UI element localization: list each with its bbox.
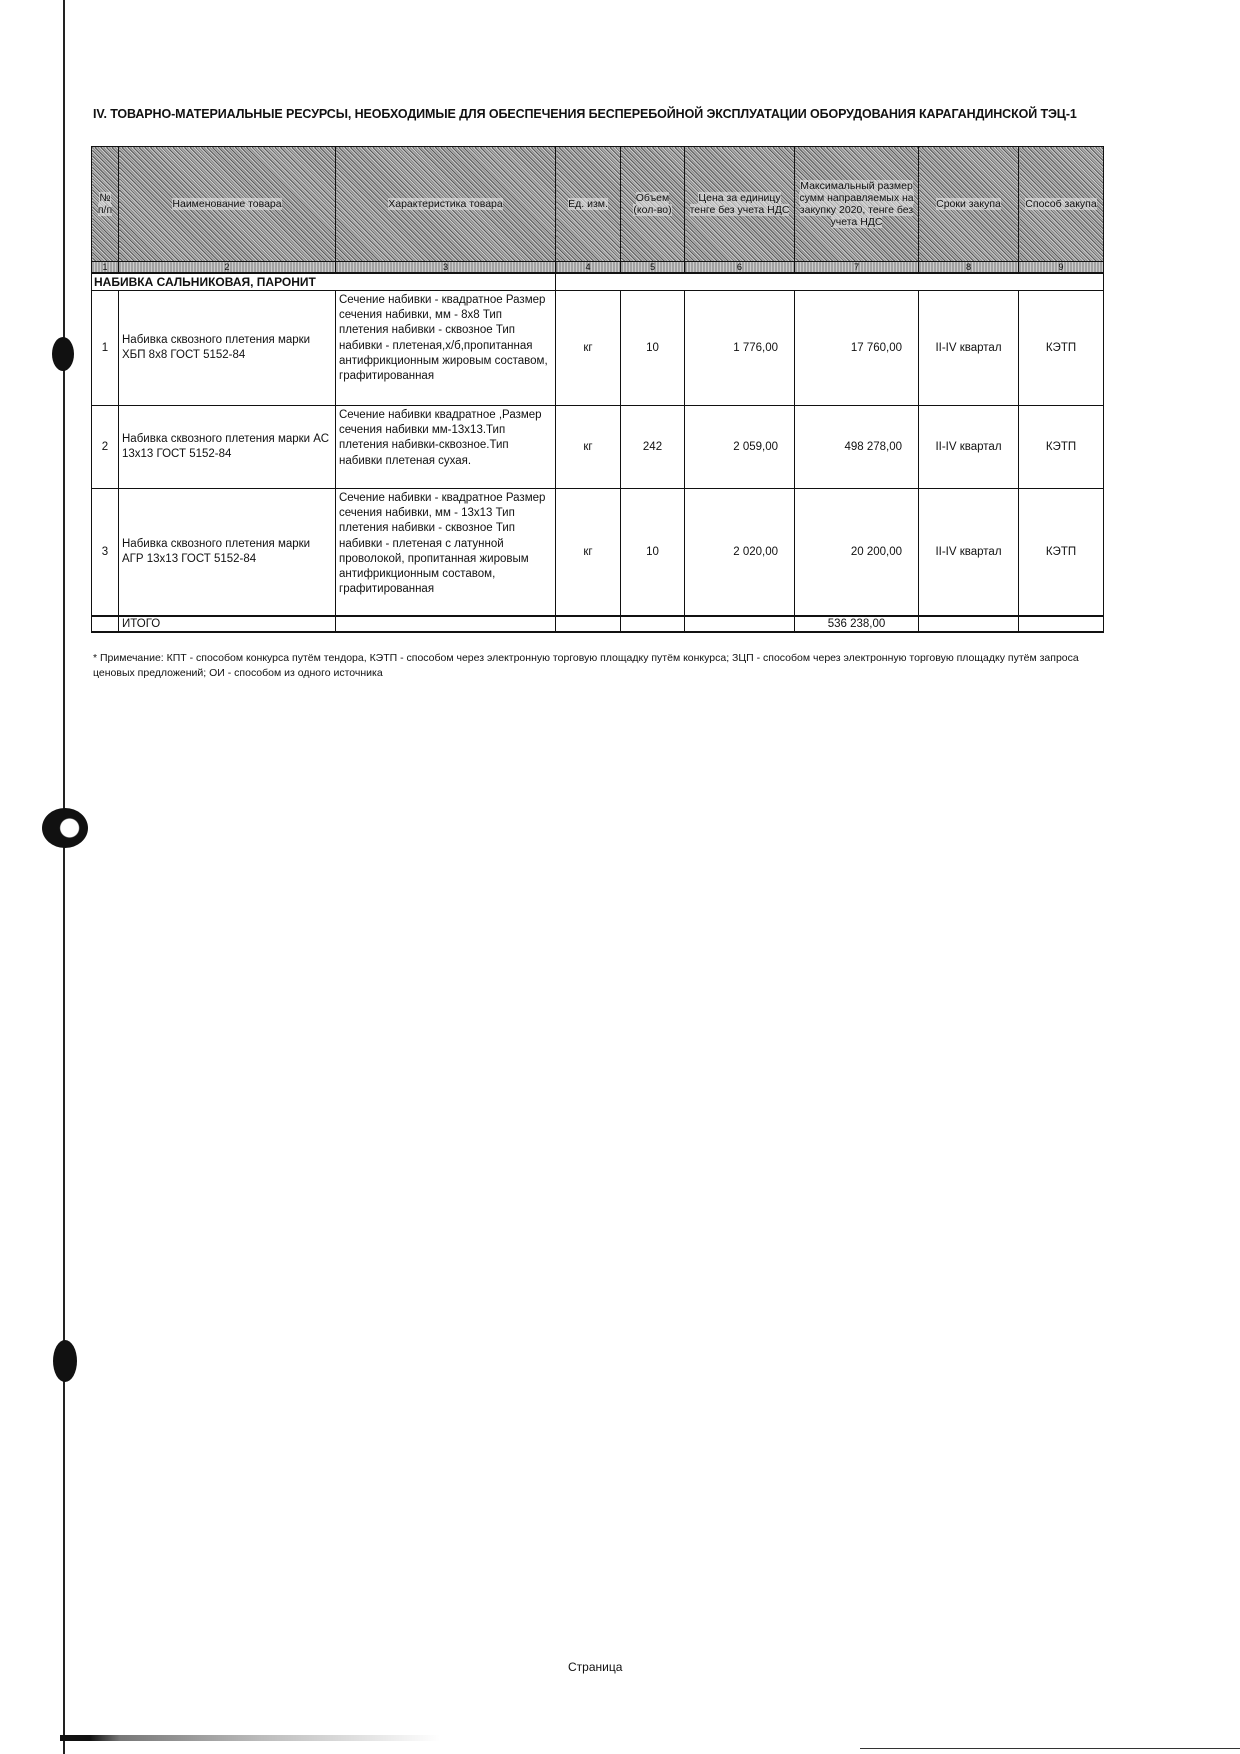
row-method: КЭТП [1019, 406, 1104, 489]
column-number: 7 [795, 262, 919, 274]
row-sum: 17 760,00 [795, 291, 919, 406]
scan-smudge [60, 1735, 440, 1741]
total-empty-cell [556, 616, 621, 632]
row-price: 1 776,00 [685, 291, 795, 406]
total-empty-cell [685, 616, 795, 632]
column-number: 1 [92, 262, 119, 274]
document-title: IV. ТОВАРНО-МАТЕРИАЛЬНЫЕ РЕСУРСЫ, НЕОБХОДИМЫЕ ДЛЯ ОБЕСПЕЧЕНИЯ БЕСПЕРЕБОЙНОЙ ЭКСПЛУАТАЦИИ ОБОРУДОВАНИЯ КАРАГАНДИНСКОЙ ТЭЦ-1 [93, 107, 1077, 121]
punch-hole-mark [42, 808, 88, 848]
column-number: 2 [119, 262, 336, 274]
punch-hole-mark [52, 337, 74, 371]
table-row [92, 291, 1104, 406]
column-number: 4 [556, 262, 621, 274]
column-number: 3 [336, 262, 556, 274]
column-number-row [92, 262, 1104, 274]
footnote: * Примечание: КПТ - способом конкурса путём тендора, КЭТП - способом через электронную торговую площадку путём конкурса; ЗЦП - способом через электронную торговую площадку путём запроса ценовых предложений; ОИ - способом из одного источника [93, 652, 1079, 679]
row-qty: 242 [621, 406, 685, 489]
scan-edge-rule [860, 1748, 1240, 1749]
total-empty-cell [92, 616, 119, 632]
total-empty-cell [1019, 616, 1104, 632]
row-period: II-IV квартал [919, 489, 1019, 617]
column-number: 9 [1019, 262, 1104, 274]
row-price: 2 059,00 [685, 406, 795, 489]
column-number: 8 [919, 262, 1019, 274]
total-empty-cell [621, 616, 685, 632]
total-label: ИТОГО [119, 616, 336, 632]
row-sum: 498 278,00 [795, 406, 919, 489]
column-number: 5 [621, 262, 685, 274]
punch-hole-mark [53, 1340, 77, 1382]
row-period: II-IV квартал [919, 406, 1019, 489]
total-row [92, 616, 1104, 632]
row-name: Набивка сквозного плетения марки АГР 13х13 ГОСТ 5152-84 [119, 489, 336, 617]
total-sum: 536 238,00 [795, 616, 919, 632]
row-name: Набивка сквозного плетения марки ХБП 8х8 ГОСТ 5152-84 [119, 291, 336, 406]
table-header-row [92, 147, 1104, 262]
row-qty: 10 [621, 291, 685, 406]
row-sum: 20 200,00 [795, 489, 919, 617]
table-row [92, 489, 1104, 617]
header-cell-spec: Характеристика товара [336, 147, 556, 262]
goods-table [91, 146, 1104, 633]
row-num: 2 [92, 406, 119, 489]
header-cell-unit: Ед. изм. [556, 147, 621, 262]
column-number: 6 [685, 262, 795, 274]
row-method: КЭТП [1019, 489, 1104, 617]
row-period: II-IV квартал [919, 291, 1019, 406]
row-num: 1 [92, 291, 119, 406]
header-cell-qty: Объем (кол-во) [621, 147, 685, 262]
row-name: Набивка сквозного плетения марки АС 13х13 ГОСТ 5152-84 [119, 406, 336, 489]
row-price: 2 020,00 [685, 489, 795, 617]
header-cell-price: Цена за единицу тенге без учета НДС [685, 147, 795, 262]
header-cell-method: Способ закупа [1019, 147, 1104, 262]
row-unit: кг [556, 406, 621, 489]
row-num: 3 [92, 489, 119, 617]
row-unit: кг [556, 291, 621, 406]
row-spec: Сечение набивки - квадратное Размер сечения набивки, мм - 13х13 Тип плетения набивки - сквозное Тип набивки - плетеная с латунной проволокой, пропитанная жировым антифрикционным составом, графитированная [336, 489, 556, 617]
row-qty: 10 [621, 489, 685, 617]
row-unit: кг [556, 489, 621, 617]
section-title: НАБИВКА САЛЬНИКОВАЯ, ПАРОНИТ [92, 273, 556, 291]
row-spec: Сечение набивки - квадратное Размер сечения набивки, мм - 8х8 Тип плетения набивки - сквозное Тип набивки - плетеная,х/б,пропитанная антифрикционным жировым составом, графитированная [336, 291, 556, 406]
binding-edge-line [63, 0, 65, 1754]
page-footer-label: Страница [568, 1660, 623, 1674]
section-filler [556, 273, 1104, 291]
row-spec: Сечение набивки квадратное ,Размер сечения набивки мм-13х13.Тип плетения набивки-сквозное.Тип набивки плетеная сухая. [336, 406, 556, 489]
row-method: КЭТП [1019, 291, 1104, 406]
header-cell-period: Сроки закупа [919, 147, 1019, 262]
header-cell-sum: Максимальный размер сумм направляемых на закупку 2020, тенге без учета НДС [795, 147, 919, 262]
total-empty-cell [919, 616, 1019, 632]
total-empty-cell [336, 616, 556, 632]
header-cell-num: № п/п [92, 147, 119, 262]
section-row [92, 273, 1104, 291]
table-row [92, 406, 1104, 489]
header-cell-name: Наименование товара [119, 147, 336, 262]
